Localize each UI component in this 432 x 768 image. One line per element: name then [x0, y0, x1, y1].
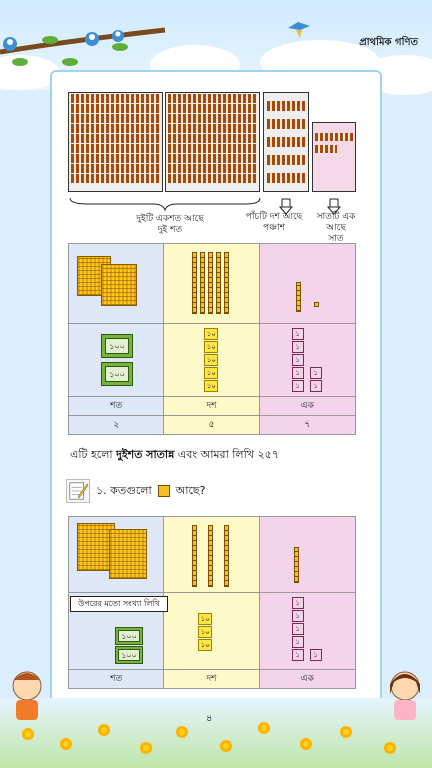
hundred-flat: [101, 264, 137, 306]
one-card: ১: [292, 636, 304, 648]
tens-rods-cell: [164, 517, 259, 592]
ones-cards-cell: [260, 593, 355, 669]
ones-digit: ৭: [260, 416, 355, 434]
girl-illustration: [382, 668, 428, 728]
flower: [340, 726, 352, 738]
tens-cards-cell: [164, 593, 259, 669]
book-title: প্রাথমিক গণিত: [359, 37, 418, 48]
one-card: ১: [292, 354, 304, 366]
ten-card: ১০: [198, 613, 212, 625]
ten-card: ১০: [204, 354, 218, 366]
tens-block: [263, 92, 309, 192]
tens-rods-cell: [164, 244, 259, 323]
ones-caption: সাতটি এক আছে সাত: [316, 212, 356, 244]
flying-bird-icon: [286, 18, 312, 40]
ones-cards-cell: [260, 324, 355, 396]
hundreds-label: শত: [69, 670, 164, 688]
ones-stack: [296, 282, 301, 312]
hundreds-cards-cell: [69, 324, 164, 396]
hundred-flat: [109, 529, 147, 579]
one-card: ১: [292, 610, 304, 622]
one-card: ১: [292, 649, 304, 661]
herd-place-value-figure: [68, 92, 364, 204]
ten-rod: [224, 252, 229, 314]
page-number: ৪: [206, 713, 213, 724]
herd-labels: [68, 210, 368, 244]
ten-card: ১০: [204, 367, 218, 379]
hundred-card: ১০০: [115, 646, 143, 664]
speech-callout: উপরের মতো সংখ্যা লিখি: [70, 596, 168, 612]
tens-digit: ৫: [164, 416, 259, 434]
column-labels-row: [69, 669, 355, 688]
digits-row: [69, 415, 355, 434]
ten-rod: [192, 525, 197, 587]
sentence-prefix: এটি হলো: [70, 448, 117, 461]
column-labels-row: [69, 396, 355, 415]
flower-meadow: [0, 698, 432, 768]
hundred-card: ১০০: [101, 362, 133, 386]
flower: [258, 722, 270, 734]
boy-illustration: [4, 668, 50, 728]
one-card: ১: [292, 380, 304, 392]
question-number: ১.: [96, 483, 107, 497]
sentence-number-words: দুইশত সাতান্ন: [116, 448, 175, 461]
pencil-notepad-icon: [66, 479, 90, 503]
hundreds-caption: দুইটি একশত আছে দুই শত: [136, 214, 204, 235]
tens-cards-cell: [164, 324, 259, 396]
ten-card: ১০: [204, 341, 218, 353]
flower: [60, 738, 72, 750]
one-card: ১: [292, 597, 304, 609]
ones-label: এক: [260, 397, 355, 415]
place-value-table-1: [68, 243, 356, 435]
tens-label: দশ: [164, 397, 259, 415]
one-card: ১: [292, 367, 304, 379]
flower: [22, 728, 34, 740]
hundred-block: [165, 92, 260, 192]
unit-cube-icon: [158, 485, 170, 497]
ones-cubes-cell: [260, 244, 355, 323]
flower: [176, 726, 188, 738]
ten-card: ১০: [198, 639, 212, 651]
question-1: [66, 478, 205, 504]
one-card: ১: [292, 623, 304, 635]
ten-rod: [192, 252, 197, 314]
one-card: ১: [310, 649, 322, 661]
ones-stack: [294, 547, 299, 583]
ten-rod: [200, 252, 205, 314]
number-sentence: [70, 446, 279, 465]
hundreds-label: শত: [69, 397, 164, 415]
flower: [98, 724, 110, 736]
ten-card: ১০: [204, 380, 218, 392]
ones-label: এক: [260, 670, 355, 688]
ten-rod: [216, 252, 221, 314]
hundred-block: [68, 92, 163, 192]
one-card: ১: [310, 380, 322, 392]
flower: [384, 742, 396, 754]
ten-rod: [208, 252, 213, 314]
hundreds-flats-cell: [69, 244, 164, 323]
question-text-before: কতগুলো: [110, 483, 152, 497]
flower: [220, 740, 232, 752]
hundred-card: ১০০: [115, 627, 143, 645]
one-card: ১: [310, 367, 322, 379]
hundreds-flats-cell: [69, 517, 164, 592]
hundreds-digit: ২: [69, 416, 164, 434]
sentence-suffix: এবং আমরা লিখি ২৫৭: [174, 448, 279, 461]
tens-label: দশ: [164, 670, 259, 688]
hundred-card: ১০০: [101, 334, 133, 358]
tens-caption: পাঁচটি দশ আছে পঞ্চাশ: [245, 212, 303, 233]
ten-rod: [208, 525, 213, 587]
one-card: ১: [292, 341, 304, 353]
flower: [140, 742, 152, 754]
one-cube: [314, 302, 319, 307]
flower: [300, 738, 312, 750]
ones-block: [312, 122, 356, 192]
ten-rod: [224, 525, 229, 587]
ten-card: ১০: [204, 328, 218, 340]
one-card: ১: [292, 328, 304, 340]
ones-cubes-cell: [260, 517, 355, 592]
ten-card: ১০: [198, 626, 212, 638]
question-text-after: আছে?: [175, 483, 206, 497]
